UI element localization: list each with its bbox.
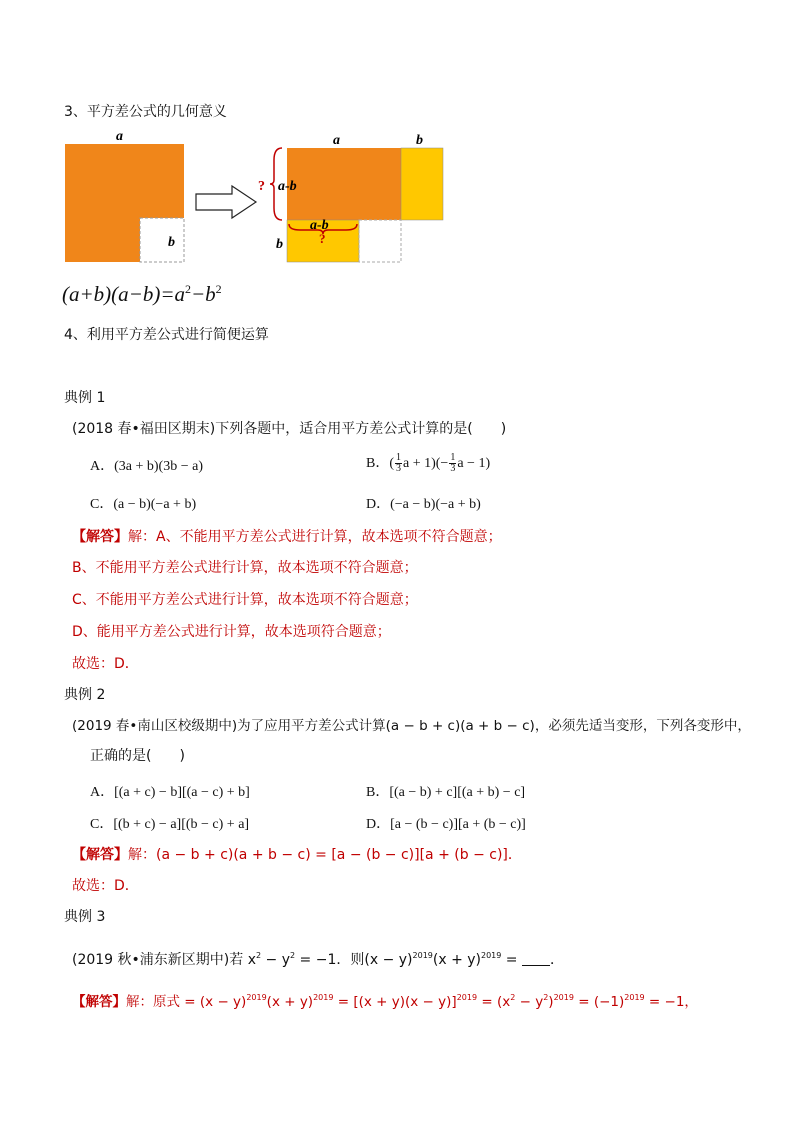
q-sup: 2 bbox=[290, 951, 296, 960]
fraction-one-third-2 bbox=[449, 453, 456, 474]
example-1-option-c: C．(a − b)(−a + b) bbox=[90, 497, 197, 512]
q-part: (x + y) bbox=[432, 952, 481, 968]
answer-tag: 【解答】 bbox=[72, 847, 128, 863]
label-a-left: a bbox=[116, 129, 123, 144]
label-a-right: a bbox=[333, 133, 340, 148]
a-sup: 2019 bbox=[553, 993, 574, 1002]
example-2-option-d: D．[a − (b − c)][a + (b − c)] bbox=[366, 817, 526, 832]
difference-of-squares-formula bbox=[62, 282, 222, 307]
a-sup: 2 bbox=[510, 993, 516, 1002]
example-2-option-a: A．[(a + c) − b][(a − c) + b] bbox=[90, 785, 250, 800]
q-sup: 2019 bbox=[412, 951, 433, 960]
a-part: = [(x + y)(x − y)] bbox=[333, 994, 457, 1010]
example-3-title: 典例 3 bbox=[64, 909, 106, 925]
label-b-left: b bbox=[168, 235, 175, 250]
label-b-right-side: b bbox=[276, 237, 283, 252]
q-part: = bbox=[501, 952, 522, 968]
formula-minus: −b bbox=[191, 282, 216, 306]
a-sup: 2019 bbox=[456, 993, 478, 1002]
answer-text: 解：A、不能用平方差公式进行计算，故本选项不符合题意； bbox=[128, 529, 502, 545]
answer-tag: 【解答】 bbox=[72, 529, 128, 545]
example-2-question-line1: (2019 春•南山区校级期中)为了应用平方差公式计算(a − b + c)(a + b − c)，必须先适当变形，下列各变形中， bbox=[72, 718, 751, 734]
example-1-answer-line3: C、不能用平方差公式进行计算，故本选项不符合题意； bbox=[72, 592, 418, 608]
frac-den: 3 bbox=[396, 463, 401, 475]
a-part: 解：原式 = (x − y) bbox=[126, 994, 247, 1010]
a-part: ) bbox=[548, 994, 554, 1010]
right-rectangle-figure bbox=[258, 133, 443, 262]
answer-blank[interactable] bbox=[522, 953, 550, 966]
fraction-one-third bbox=[395, 453, 402, 474]
a-sup: 2019 bbox=[624, 993, 645, 1002]
q-part: ． bbox=[550, 952, 564, 968]
example-1-answer-line1 bbox=[72, 527, 502, 547]
orange-rectangle bbox=[287, 148, 401, 220]
example-1-title: 典例 1 bbox=[64, 390, 106, 406]
label-amb-inner: a-b bbox=[310, 218, 329, 233]
q-part: (2019 秋•浦东新区期中)若 x bbox=[72, 952, 256, 968]
a-part: = (−1) bbox=[573, 994, 625, 1010]
example-2-option-c: C．[(b + c) − a][(b − c) + a] bbox=[90, 817, 250, 832]
example-2-option-b: B．[(a − b) + c][(a + b) − c] bbox=[366, 785, 526, 800]
dashed-b-square bbox=[359, 220, 401, 262]
yellow-rectangle-top bbox=[401, 148, 443, 220]
answer-tag: 【解答】 bbox=[72, 994, 126, 1010]
label-b-right-top: b bbox=[416, 133, 423, 148]
q-part: = −1．则(x − y) bbox=[295, 952, 413, 968]
formula-exp2: 2 bbox=[215, 282, 222, 296]
question-mark-left: ? bbox=[258, 179, 265, 194]
transform-arrow-icon bbox=[196, 186, 256, 218]
example-2-answer bbox=[72, 845, 522, 865]
option-b-suffix: a − 1) bbox=[457, 456, 491, 471]
a-sup: 2 bbox=[543, 993, 549, 1002]
q-sup: 2 bbox=[256, 951, 262, 960]
formula-exp1: 2 bbox=[185, 282, 191, 296]
example-3-question bbox=[72, 946, 564, 970]
section-4-heading: 4、利用平方差公式进行简便运算 bbox=[64, 327, 269, 343]
option-b-mid: a + 1)(− bbox=[403, 456, 449, 471]
question-mark-inner: ? bbox=[319, 231, 326, 246]
section-3-heading: 3、平方差公式的几何意义 bbox=[64, 104, 227, 120]
formula-left: (a+b)(a−b)=a bbox=[62, 282, 185, 306]
a-part: = (x bbox=[477, 994, 511, 1010]
a-sup: 2019 bbox=[246, 993, 267, 1002]
frac2-num: 1 bbox=[450, 452, 456, 464]
a-part: (x + y) bbox=[266, 994, 314, 1010]
label-amb-side: a-b bbox=[278, 179, 297, 194]
example-3-answer bbox=[72, 988, 698, 1012]
example-1-question: (2018 春•福田区期末)下列各题中，适合用平方差公式计算的是( ) bbox=[72, 421, 507, 437]
example-1-choice: 故选：D． bbox=[72, 656, 139, 672]
example-1-option-a: A．(3a + b)(3b − a) bbox=[90, 459, 203, 474]
a-part: − y bbox=[515, 994, 544, 1010]
frac2-den: 3 bbox=[450, 463, 456, 475]
example-1-answer-line4: D、能用平方差公式进行计算，故本选项符合题意； bbox=[72, 624, 391, 640]
a-sup: 2019 bbox=[313, 993, 334, 1002]
a-part: = −1， bbox=[644, 994, 698, 1010]
left-square-figure bbox=[65, 129, 184, 262]
q-part: − y bbox=[261, 952, 291, 968]
example-1-option-b bbox=[366, 452, 490, 474]
q-sup: 2019 bbox=[481, 951, 502, 960]
difference-of-squares-figure bbox=[60, 128, 460, 268]
example-2-question-line2: 正确的是( ) bbox=[90, 748, 185, 764]
example-2-choice: 故选：D． bbox=[72, 878, 139, 894]
example-1-option-d: D．(−a − b)(−a + b) bbox=[366, 497, 481, 512]
example-2-title: 典例 2 bbox=[64, 687, 106, 703]
removed-b-square bbox=[140, 218, 184, 262]
option-b-prefix: B．( bbox=[366, 456, 394, 471]
frac-num: 1 bbox=[396, 452, 401, 464]
answer-text: 解：(a − b + c)(a + b − c) = [a − (b − c)][a + (b − c)]． bbox=[128, 847, 522, 863]
example-1-answer-line2: B、不能用平方差公式进行计算，故本选项不符合题意； bbox=[72, 560, 418, 576]
